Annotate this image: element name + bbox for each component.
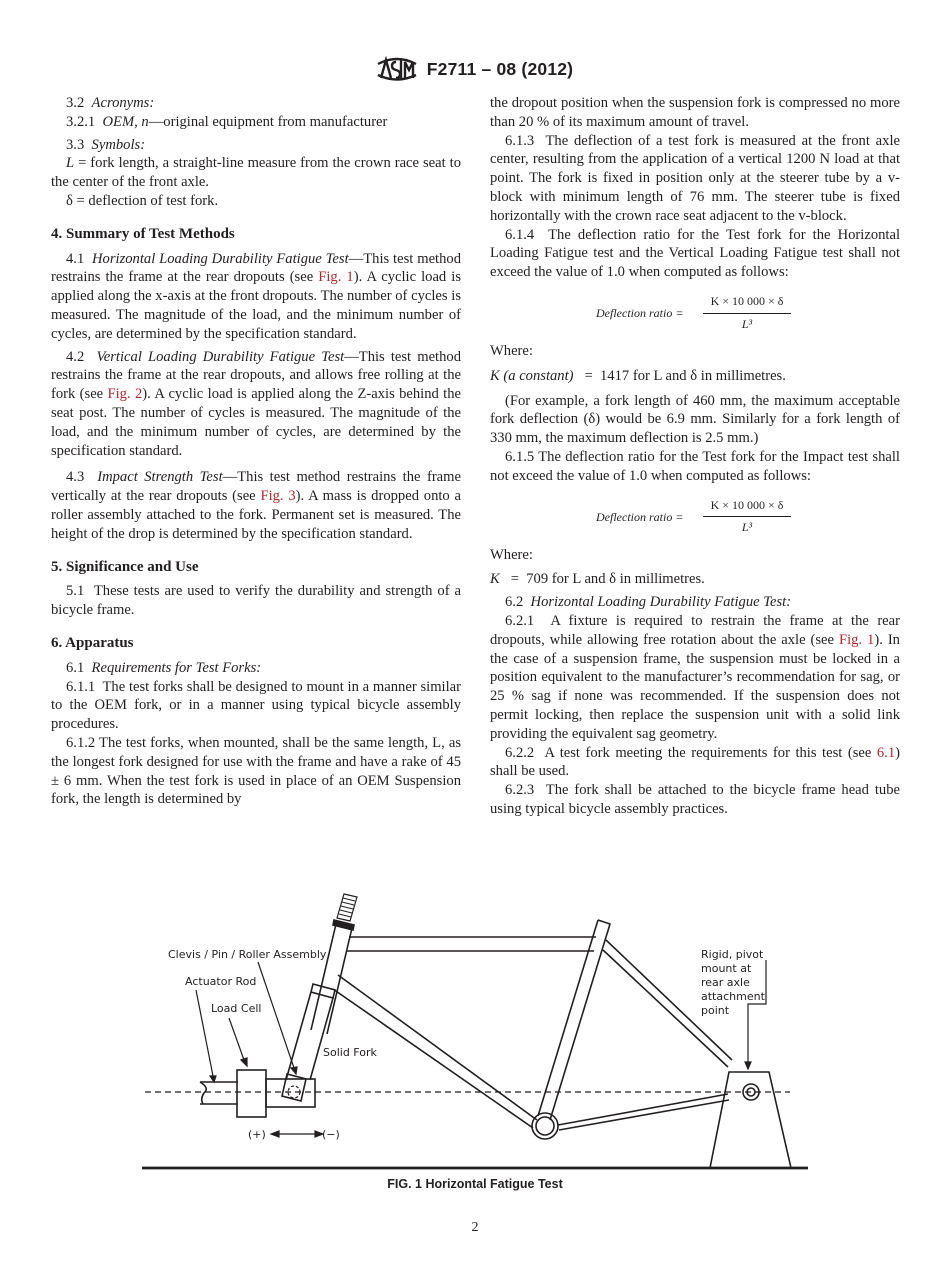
section-6-1: 6.1 Requirements for Test Forks:	[66, 659, 262, 676]
right-column	[490, 94, 900, 819]
page-header	[0, 56, 950, 84]
document-designation: F2711 – 08 (2012)	[426, 58, 574, 79]
label-load-cell: Load Cell	[211, 1002, 262, 1015]
fig-1-link[interactable]: Fig. 1	[318, 269, 354, 286]
section-6-1-2: 6.1.2 The test forks, when mounted, shall be the same length, L, as the longest fork designed for use with the frame and have a rake of 45 ± 6 mm. When the test fork is used in place of an OEM Suspension fork, the length is determined by	[51, 734, 461, 808]
label-rigid-pivot-5: point	[701, 1004, 730, 1017]
label-clevis-pin-roller: Clevis / Pin / Roller Assembly	[168, 948, 327, 961]
section-3-3: 3.3 Symbols:	[66, 136, 146, 153]
section-3-2-1: 3.2.1 OEM, n—original equipment from manufacturer	[66, 113, 388, 130]
equation-numerator: K × 10 000 × δ	[703, 496, 791, 518]
figure-1-horizontal-fatigue-test	[0, 880, 950, 1180]
label-solid-fork: Solid Fork	[323, 1046, 377, 1059]
figure-caption: FIG. 1 Horizontal Fatigue Test	[387, 1177, 563, 1191]
example-note: (For example, a fork length of 460 mm, the maximum acceptable fork deflection (δ) would be 6.9 mm. Similarly for a fork length of 330 mm, the maximum deflection is 2.5 mm.)	[490, 392, 900, 447]
bicycle-frame-diagram	[0, 880, 950, 1180]
heading-section-6: 6. Apparatus	[51, 634, 134, 651]
constant-k-709: K = 709 for L and δ in millimetres.	[490, 571, 705, 588]
section-6-1-4: 6.1.4 The deflection ratio for the Test fork for the Horizontal Loading Fatigue test and the Vertical Loading Fatigue test shall not exceed the value of 1.0 when computed as follows:	[490, 226, 900, 281]
equation-denominator: L³	[741, 316, 753, 331]
section-3-2: 3.2 Acronyms:	[66, 95, 155, 111]
label-rigid-pivot-2: mount at	[701, 962, 752, 975]
label-minus: (−)	[322, 1128, 340, 1141]
section-6-1-3: 6.1.3 The deflection of a test fork is measured at the front axle center, resulting from the application of a vertical 1200 N load at that point. The fork is fixed in position only at the steerer tube by a v-block with minimum length of 76 mm. The steerer tube is fixed horizontally with the crown race seat adjacent to the v-block.	[490, 132, 900, 224]
astm-logo-icon	[377, 56, 417, 82]
section-6-1-link[interactable]: 6.1	[876, 744, 896, 761]
section-6-1-5: 6.1.5 The deflection ratio for the Test fork for the Impact test shall not exceed the value of 1.0 when computed as follows:	[490, 448, 900, 484]
label-actuator-rod: Actuator Rod	[185, 975, 257, 988]
deflection-ratio-equation-1: Deflection ratio = $\frac{K \times 10 000 \times \delta}{\text{L³}}$	[490, 292, 900, 330]
equation-denominator: L³	[741, 520, 753, 535]
label-rigid-pivot-4: attachment	[701, 990, 765, 1003]
section-6-1-2-continued: the dropout position when the suspension fork is compressed no more than 20 % of its maximum amount of travel.	[490, 95, 900, 130]
page-number: 2	[471, 1220, 479, 1235]
heading-section-4: 4. Summary of Test Methods	[51, 225, 235, 242]
label-rigid-pivot-3: rear axle	[701, 976, 750, 989]
label-plus: (+)	[248, 1128, 266, 1141]
section-4-1: 4.1 Horizontal Loading Durability Fatigue Test—This test method restrains the frame at the rear dropouts (see Fig. 1). A cyclic load is applied along the x-axis at the front dropouts. The number of cycles is measured. The magnitude of the load, and the minimum number of cycles, are determined by the specification standard.	[51, 250, 462, 342]
symbol-delta: δ = deflection of test fork.	[66, 192, 219, 209]
section-4-3: 4.3 Impact Strength Test—This test method restrains the frame vertically at the rear dropouts (see Fig. 3). A mass is dropped onto a roller assembly attached to the fork. Permanent set is measured. The height of the drop is determined by the specification standard.	[51, 469, 461, 542]
deflection-ratio-equation-2: Deflection ratio = $\frac{K \times 10 000 \times \delta}{\text{L³}}$	[490, 496, 900, 534]
heading-section-5: 5. Significance and Use	[51, 558, 199, 575]
fig-2-link[interactable]: Fig. 2	[107, 386, 143, 403]
constant-k-1417: K (a constant) = 1417 for L and δ in millimetres.	[490, 367, 786, 384]
section-6-1-1: 6.1.1 The test forks shall be designed to mount in a manner similar to the OEM fork, or in a manner using typical bicycle assembly procedures.	[51, 678, 461, 733]
section-6-2: 6.2 Horizontal Loading Durability Fatigue Test:	[505, 594, 792, 611]
fig-3-link[interactable]: Fig. 3	[260, 488, 296, 505]
equation-numerator: K × 10 000 × δ	[703, 292, 791, 314]
label-rigid-pivot-1: Rigid, pivot	[701, 948, 764, 961]
left-column	[51, 94, 461, 809]
section-6-2-3: 6.2.3 The fork shall be attached to the bicycle frame head tube using typical bicycle assembly practices.	[490, 782, 900, 817]
section-5-1: 5.1 These tests are used to verify the durability and strength of a bicycle frame.	[51, 583, 461, 619]
fig-1-link[interactable]: Fig. 1	[838, 631, 875, 648]
section-6-2-1: 6.2.1 A fixture is required to restrain the frame at the rear dropouts, while allowing free rotation about the axle (see Fig. 1). In the case of a suspension frame, the suspension must be locked in a position equivalent to the manufacturer’s recommendation for sag, or 25 % sag if none was recommended. If the suspension does not permit locking, then replace the suspension unit with a solid link providing the equivalent sag geometry.	[490, 612, 900, 742]
section-4-2: 4.2 Vertical Loading Durability Fatigue Test—This test method restrains the frame at the rear dropouts, and allows free rolling at the fork (see Fig. 2). A cyclic load is applied along the Z-axis behind the seat post. The number of cycles is measured. The magnitude of the load, and the minimum number of cycles, are determined by the specification standard.	[51, 348, 462, 459]
where-label-1: Where:	[490, 342, 533, 359]
where-label-2: Where:	[490, 546, 533, 563]
symbol-L: L = fork length, a straight-line measure from the crown race seat to the center of the front axle.	[51, 155, 461, 191]
section-6-2-2: 6.2.2 A test fork meeting the requirements for this test (see 6.1) shall be used.	[490, 744, 900, 780]
